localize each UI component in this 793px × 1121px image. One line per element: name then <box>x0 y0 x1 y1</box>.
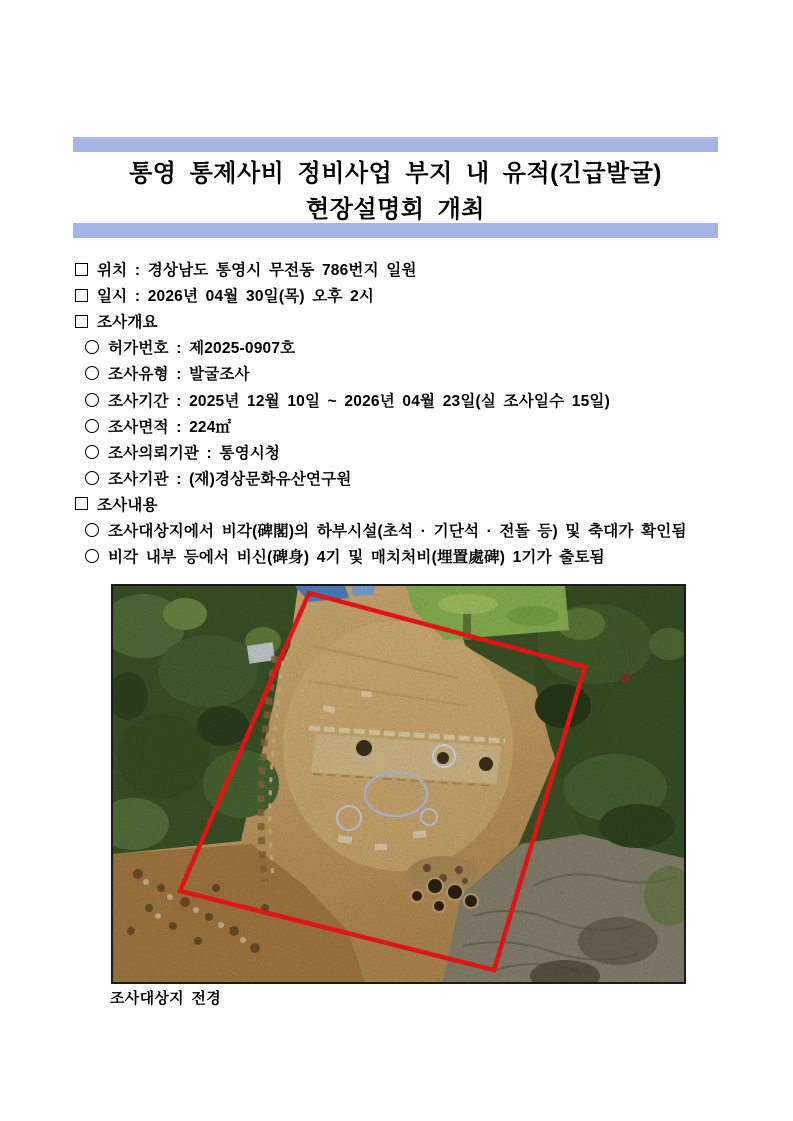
doc-line-datetime <box>75 282 735 308</box>
document-body <box>75 256 735 569</box>
circle-bullet-icon <box>85 471 99 485</box>
page-title-line1: 통영 통제사비 정비사업 부지 내 유적(긴급발굴) <box>129 160 662 187</box>
doc-line-text: 조사유형 : 발굴조사 <box>108 366 250 384</box>
doc-line-text: 조사면적 : 224㎡ <box>108 418 232 436</box>
doc-line-text: 조사기관 : (재)경상문화유산연구원 <box>108 470 352 488</box>
doc-line-text: 조사개요 <box>97 314 158 332</box>
doc-line-content-heading <box>75 491 735 517</box>
doc-line-text: 비각 내부 등에서 비신(碑身) 4기 및 매치처비(埋置處碑) 1기가 출토됨 <box>108 549 605 567</box>
square-bullet-icon <box>75 263 88 276</box>
doc-line-text: 조사의뢰기관 : 통영시청 <box>108 444 281 462</box>
doc-line-text: 위치 : 경상남도 통영시 무전동 786번지 일원 <box>97 262 417 280</box>
doc-line-survey-period <box>75 386 735 412</box>
doc-line-overview-heading <box>75 308 735 334</box>
doc-line-location <box>75 256 735 282</box>
page-title-line2: 현장설명회 개최 <box>306 196 485 223</box>
circle-bullet-icon <box>85 340 99 354</box>
doc-line-text: 조사대상지에서 비각(碑閣)의 하부시설(초석 · 기단석 · 전돌 등) 및 축대가 확인됨 <box>108 522 687 540</box>
circle-bullet-icon <box>85 366 99 380</box>
doc-line-text: 조사기간 : 2025년 12월 10일 ~ 2026년 04월 23일(실 조사일수 15일) <box>108 392 610 410</box>
circle-bullet-icon <box>85 523 99 537</box>
doc-line-survey-agency <box>75 465 735 491</box>
doc-line-findings-2 <box>75 543 735 569</box>
site-aerial-photo-graphic <box>113 586 684 982</box>
square-bullet-icon <box>75 289 88 302</box>
title-bar-bottom <box>73 223 718 238</box>
doc-line-survey-area <box>75 413 735 439</box>
doc-line-text: 조사내용 <box>97 496 158 514</box>
photo-caption: 조사대상지 전경 <box>110 990 221 1007</box>
doc-line-permit-number <box>75 334 735 360</box>
circle-bullet-icon <box>85 445 99 459</box>
square-bullet-icon <box>75 497 88 510</box>
circle-bullet-icon <box>85 419 99 433</box>
square-bullet-icon <box>75 315 88 328</box>
circle-bullet-icon <box>85 393 99 407</box>
circle-bullet-icon <box>85 549 99 563</box>
doc-line-text: 허가번호 : 제2025-0907호 <box>108 340 296 358</box>
site-aerial-photo <box>111 584 686 984</box>
doc-line-text: 일시 : 2026년 04월 30일(목) 오후 2시 <box>97 288 375 306</box>
title-bar-top <box>73 137 718 152</box>
doc-line-requesting-agency <box>75 439 735 465</box>
doc-line-survey-type <box>75 360 735 386</box>
doc-line-findings-1 <box>75 517 735 543</box>
